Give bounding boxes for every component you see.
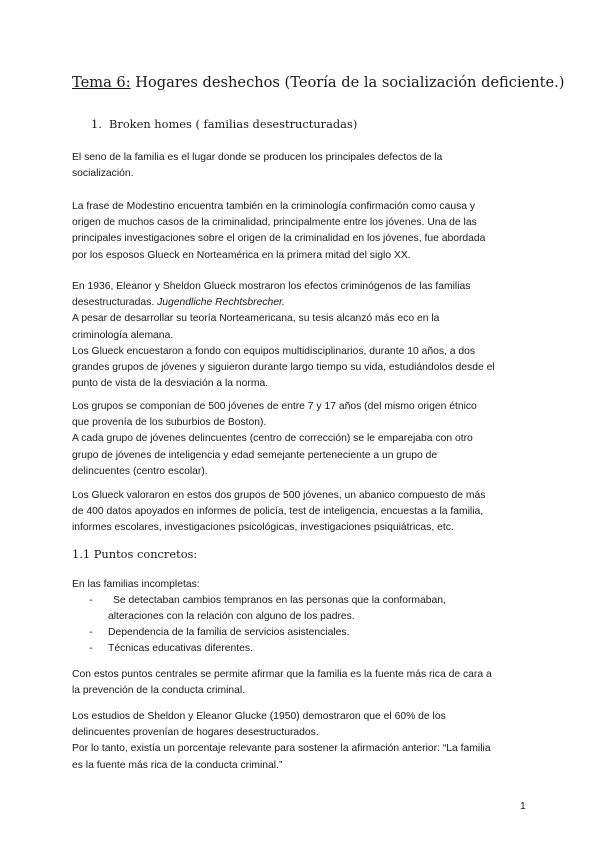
title-text: Hogares deshechos (Teoría de la socialización deficiente.) (130, 74, 565, 91)
title-prefix: Tema 6: (72, 74, 131, 91)
text-line: grupo de jóvenes de inteligencia y edad semejante perteneciente a un grupo de (72, 449, 438, 461)
text-line: A cada grupo de jóvenes delincuentes (centro de corrección) se le emparejaba con otro (72, 433, 473, 445)
text-line (72, 295, 542, 311)
text-line: La frase de Modestino encuentra también en la criminología confirmación como causa y (72, 201, 476, 212)
text-line: Los Glueck encuestaron a fondo con equipos multidisciplinarios, durante 10 años, a dos (72, 346, 476, 357)
list-item (89, 625, 539, 642)
paragraph-8 (72, 709, 542, 774)
list-item (89, 593, 539, 626)
text-line: origen de muchos casos de la criminalidad, principalmente entre los jóvenes. Una de las (72, 217, 477, 229)
list-item-text (108, 593, 446, 625)
paragraph-3 (72, 279, 542, 344)
text-line: socialización. (72, 168, 134, 180)
page-number: 1 (520, 801, 526, 812)
section-number: 1. (91, 117, 102, 131)
text-line: Se detectaban cambios tempranos en las personas que la conformaban, (113, 595, 446, 606)
list-dash: - (89, 595, 93, 606)
text-line: es la fuente más rica de la conducta criminal.” (72, 759, 283, 771)
text-line: Los grupos se componían de 500 jóvenes de entre 7 y 17 años (del mismo origen étnico (72, 401, 477, 412)
book-title: Jugendliche Rechtsbrecher. (157, 297, 285, 309)
paragraph-1 (72, 150, 542, 182)
text-line: El seno de la familia es el lugar donde se producen los principales defectos de la (72, 152, 443, 163)
text-line: criminología alemana. (72, 329, 174, 341)
text-line: delincuentes (centro escolar). (72, 465, 208, 477)
text-line: que provenía de los suburbios de Boston). (72, 417, 267, 429)
section-label: Broken homes ( familias desestructuradas) (109, 117, 358, 131)
text-line: Con estos puntos centrales se permite afirmar que la familia es la fuente más rica de cara a (72, 669, 492, 680)
text-line: alteraciones con la relación con alguno de los padres. (108, 611, 355, 623)
section-heading-1-1: 1.1 Puntos concretos: (72, 547, 198, 561)
text-line: informes escolares, investigaciones psicológicas, investigaciones psiquiátricas, etc. (72, 522, 454, 534)
list-item (89, 641, 539, 658)
text-line: Los Glueck valoraron en estos dos grupos de 500 jóvenes, un abanico compuesto de más (72, 490, 486, 501)
paragraph-6 (72, 488, 542, 537)
text-line: principales investigaciones sobre el origen de la criminalidad en los jóvenes, fue abordada (72, 233, 486, 245)
text-span: desestructuradas. (72, 297, 158, 309)
text-line: grandes grupos de jóvenes y siguieron durante largo tiempo su vida, estudiándolos desde el (72, 362, 495, 374)
section-heading-1 (91, 117, 357, 132)
paragraph-5 (72, 399, 542, 480)
text-line: de 400 datos apoyados en informes de policía, test de inteligencia, encuestas a la familia, (72, 506, 484, 518)
text-line: delincuentes provenían de hogares desestructurados. (72, 727, 319, 739)
list-item-text: Técnicas educativas diferentes. (108, 643, 253, 654)
text-line: por los esposos Glueck en Norteamérica en la primera mitad del siglo XX. (72, 249, 411, 261)
text-line: En 1936, Eleanor y Sheldon Glueck mostraron los efectos criminógenos de las familias (72, 281, 471, 292)
text-line: la prevención de la conducta criminal. (72, 685, 246, 697)
paragraph-2 (72, 199, 542, 264)
paragraph-4 (72, 344, 542, 393)
text-line: Los estudios de Sheldon y Eleanor Glucke (1950) demostraron que el 60% de los (72, 711, 446, 722)
list-dash: - (89, 643, 93, 654)
text-line: Por lo tanto, existía un porcentaje relevante para sostener la afirmación anterior: “La familia (72, 743, 491, 755)
text-line: punto de vista de la desviación a la norma. (72, 378, 269, 390)
text-line: A pesar de desarrollar su teoría Norteamericana, su tesis alcanzó más eco en la (72, 313, 440, 325)
page-title (72, 74, 565, 92)
list-dash: - (89, 627, 93, 638)
list-intro: En las familias incompletas: (72, 579, 200, 590)
paragraph-7 (72, 667, 542, 699)
list-item-text: Dependencia de la familia de servicios asistenciales. (108, 627, 350, 638)
